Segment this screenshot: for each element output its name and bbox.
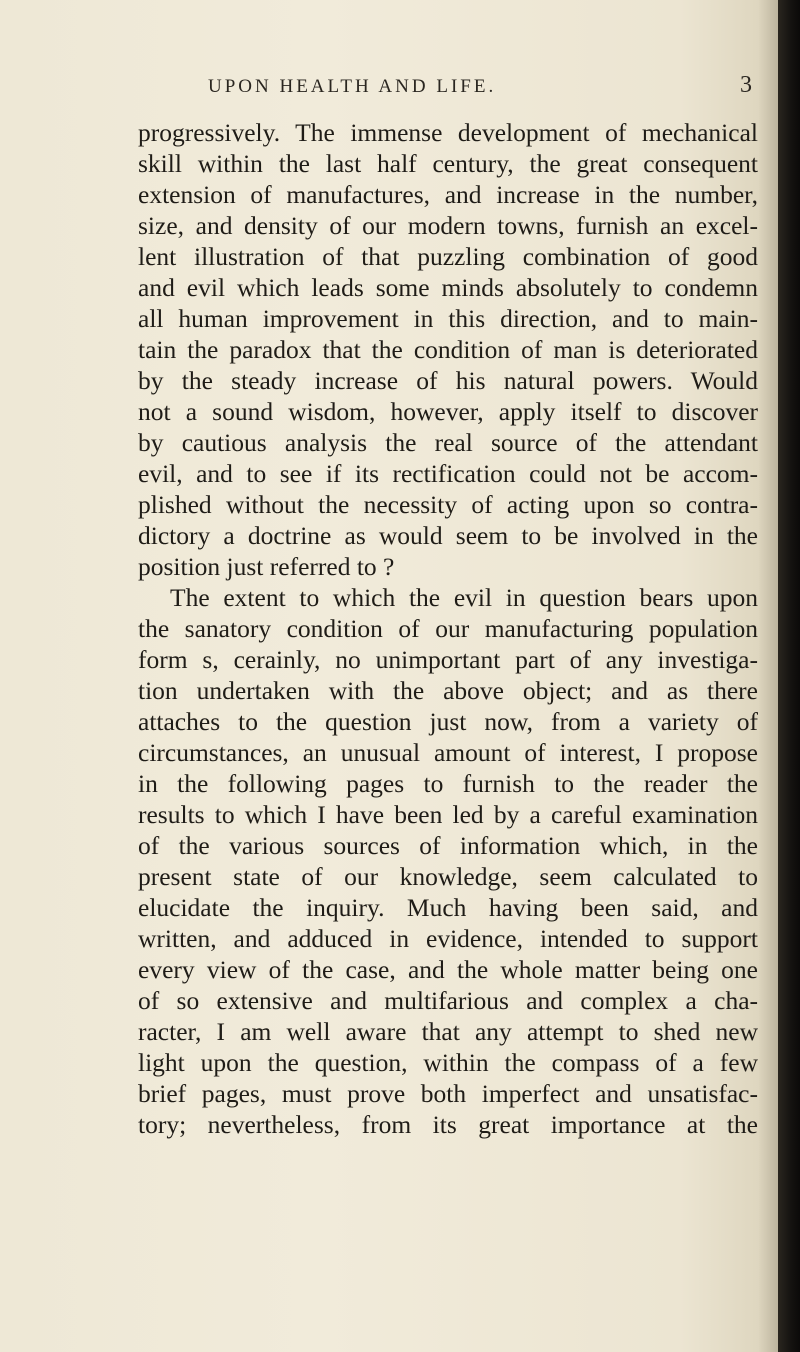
text-line: progressively. The immense development of mechanical bbox=[138, 118, 758, 147]
text-line: position just referred to ? bbox=[138, 552, 395, 581]
text-line: light upon the question, within the compass of a few bbox=[138, 1048, 758, 1077]
text-line: written, and adduced in evidence, intended to support bbox=[138, 924, 758, 953]
text-line: tain the paradox that the condition of man is deteriorated bbox=[138, 335, 758, 364]
text-line: tion undertaken with the above object; and as there bbox=[138, 676, 758, 705]
text-line: tory; nevertheless, from its great importance at the bbox=[138, 1110, 758, 1139]
text-line: all human improvement in this direction, and to main- bbox=[138, 304, 758, 333]
text-line: attaches to the question just now, from a variety of bbox=[138, 707, 758, 736]
running-header bbox=[0, 72, 800, 102]
text-line: the sanatory condition of our manufacturing population bbox=[138, 614, 758, 643]
text-line: racter, I am well aware that any attempt to shed new bbox=[138, 1017, 758, 1046]
text-line: of the various sources of information which, in the bbox=[138, 831, 758, 860]
text-line: lent illustration of that puzzling combination of good bbox=[138, 242, 758, 271]
text-line: elucidate the inquiry. Much having been said, and bbox=[138, 893, 758, 922]
text-line: evil, and to see if its rectification could not be accom- bbox=[138, 459, 758, 488]
text-line: extension of manufactures, and increase in the number, bbox=[138, 180, 758, 209]
page-edge bbox=[778, 0, 800, 1352]
text-line: size, and density of our modern towns, furnish an excel- bbox=[138, 211, 758, 240]
page-gutter-shadow bbox=[758, 0, 778, 1352]
running-title: UPON HEALTH AND LIFE. bbox=[208, 76, 497, 97]
text-line: circumstances, an unusual amount of interest, I propose bbox=[138, 738, 758, 767]
text-line: skill within the last half century, the great consequent bbox=[138, 149, 758, 178]
text-line: form s, cerainly, no unimportant part of any investiga- bbox=[138, 645, 758, 674]
body-text bbox=[138, 117, 758, 1140]
text-line: plished without the necessity of acting upon so contra- bbox=[138, 490, 758, 519]
text-line: present state of our knowledge, seem calculated to bbox=[138, 862, 758, 891]
text-line: every view of the case, and the whole matter being one bbox=[138, 955, 758, 984]
text-line: and evil which leads some minds absolutely to condemn bbox=[138, 273, 758, 302]
text-line: in the following pages to furnish to the reader the bbox=[138, 769, 758, 798]
text-line: not a sound wisdom, however, apply itself to discover bbox=[138, 397, 758, 426]
text-line: brief pages, must prove both imperfect and unsatisfac- bbox=[138, 1079, 758, 1108]
text-line: The extent to which the evil in question bears upon bbox=[170, 583, 758, 612]
text-line: by the steady increase of his natural powers. Would bbox=[138, 366, 758, 395]
page-number: 3 bbox=[740, 72, 752, 98]
text-line: by cautious analysis the real source of the attendant bbox=[138, 428, 758, 457]
text-line: dictory a doctrine as would seem to be involved in the bbox=[138, 521, 758, 550]
text-line: results to which I have been led by a careful examination bbox=[138, 800, 758, 829]
text-line: of so extensive and multifarious and complex a cha- bbox=[138, 986, 758, 1015]
